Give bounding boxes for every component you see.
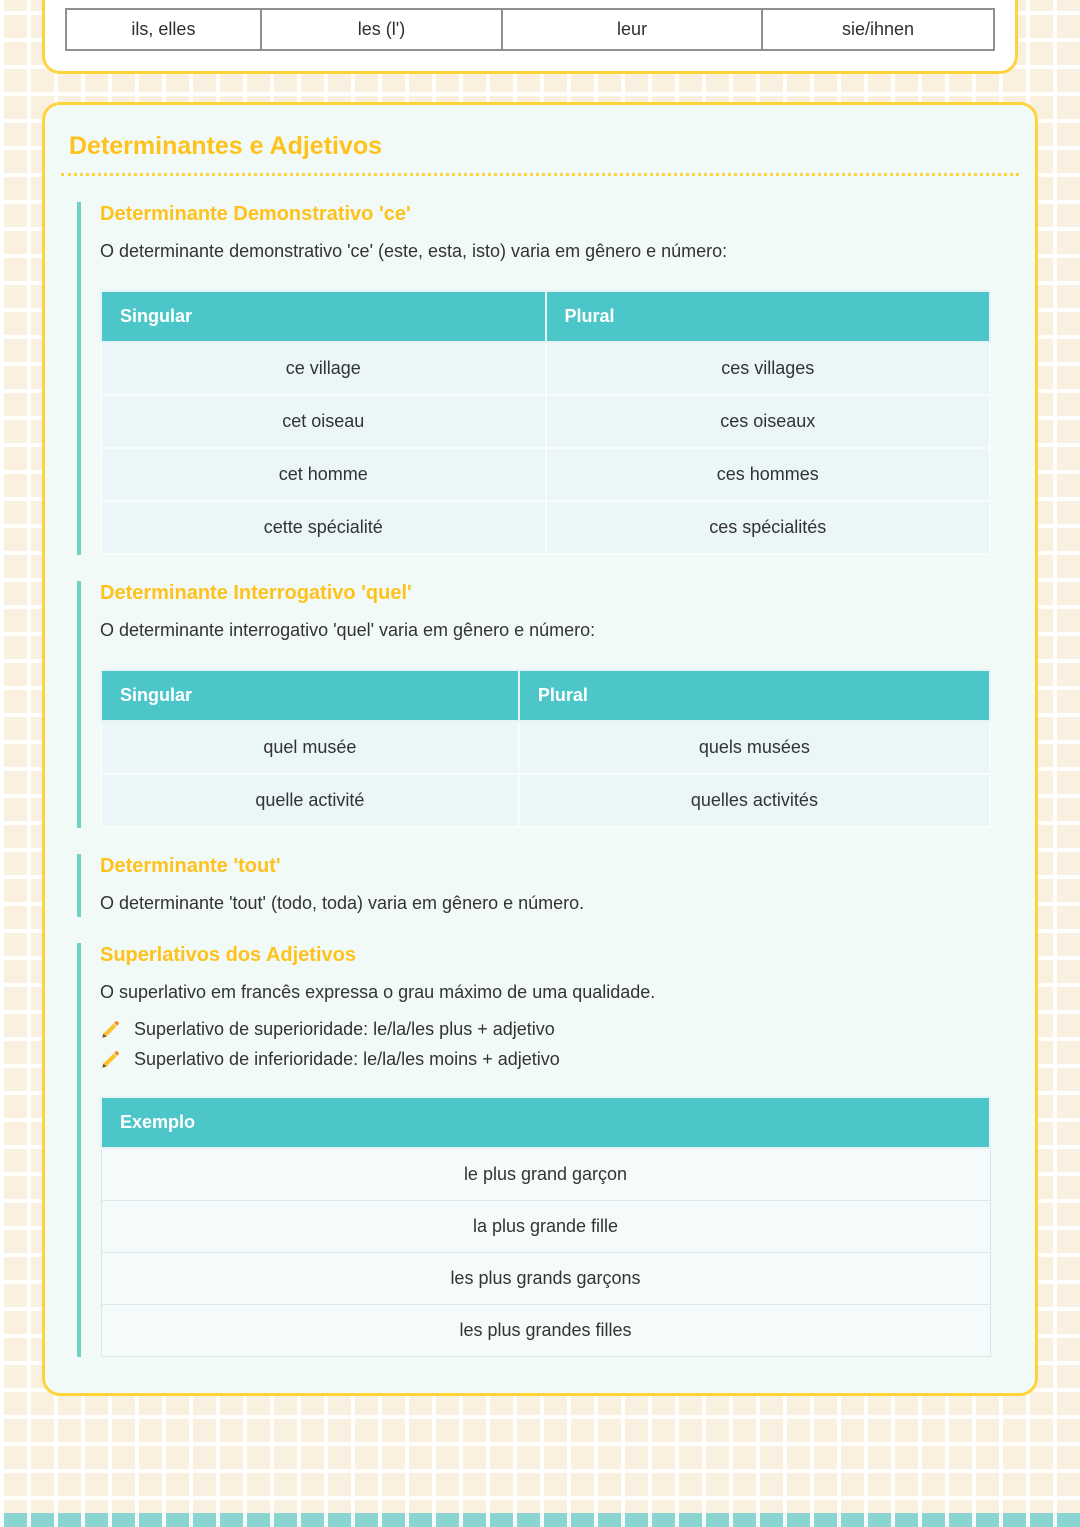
previous-card-fragment [42,0,1018,74]
determiners-card [42,102,1038,1396]
section-interrogative-quel [77,581,991,828]
table-header-plural: Plural [519,670,990,721]
ce-determiner-table [100,290,991,555]
pencil-icon [100,1019,121,1040]
section-demonstrative-ce [77,202,991,555]
table-header-exemplo: Exemplo [101,1097,990,1148]
title-dotted-underline [61,173,1019,176]
pronoun-row [66,9,994,50]
section-heading: Determinante Interrogativo 'quel' [100,582,412,605]
pronoun-table [65,8,995,51]
table-cell: cet oiseau [101,395,546,448]
section-paragraph: O superlativo em francês expressa o grau máximo de uma qualidade. [100,981,656,1002]
section-heading: Determinante 'tout' [100,855,281,878]
table-row [101,1304,990,1356]
table-cell: ces villages [546,342,991,395]
table-header-row [101,1097,990,1148]
table-cell: le plus grand garçon [101,1148,990,1201]
page-title: Determinantes e Adjetivos [69,132,383,160]
table-cell: quelle activité [101,774,519,827]
bullet-text: Superlativo de superioridade: le/la/les plus + adjetivo [134,1018,555,1039]
bullet-item [100,1049,991,1070]
bullet-text: Superlativo de inferioridade: le/la/les moins + adjetivo [134,1048,560,1069]
example-table [100,1096,991,1357]
table-cell: cette spécialité [101,501,546,554]
table-cell: ces oiseaux [546,395,991,448]
table-row [101,1148,990,1201]
table-row [101,1200,990,1252]
section-paragraph: O determinante demonstrativo 'ce' (este, esta, isto) varia em gênero e número: [100,241,728,261]
pencil-icon [100,1049,121,1070]
section-heading: Determinante Demonstrativo 'ce' [100,203,411,225]
table-cell: ces spécialités [546,501,991,554]
table-row [101,501,990,554]
section-heading: Superlativos dos Adjetivos [100,943,356,966]
table-header-plural: Plural [546,291,991,342]
table-row [101,1252,990,1304]
section-paragraph: O determinante interrogativo 'quel' varia em gênero e número: [100,620,596,641]
table-cell: les plus grands garçons [101,1252,990,1304]
table-cell: les plus grandes filles [101,1304,990,1356]
table-header-singular: Singular [101,291,546,342]
table-cell: quelles activités [519,774,990,827]
section-superlatives [77,943,991,1357]
table-header-row [101,291,990,342]
pronoun-cell: les (l') [261,9,502,50]
pronoun-cell: leur [502,9,762,50]
bullet-item [100,1019,991,1040]
table-header-row [101,670,990,721]
table-cell: cet homme [101,448,546,501]
table-cell: quel musée [101,721,519,774]
table-row [101,774,990,827]
table-cell: la plus grande fille [101,1200,990,1252]
table-cell: ces hommes [546,448,991,501]
table-row [101,395,990,448]
table-row [101,448,990,501]
quel-determiner-table [100,669,991,828]
table-cell: ce village [101,342,546,395]
section-paragraph: O determinante 'tout' (todo, toda) varia em gênero e número. [100,893,585,914]
table-row [101,721,990,774]
pronoun-cell: sie/ihnen [762,9,994,50]
table-row [101,342,990,395]
section-tout [77,854,991,916]
table-header-singular: Singular [101,670,519,721]
pronoun-cell: ils, elles [66,9,261,50]
table-cell: quels musées [519,721,990,774]
background-teal-band [0,1513,1080,1527]
superlative-bullet-list [100,1019,991,1070]
